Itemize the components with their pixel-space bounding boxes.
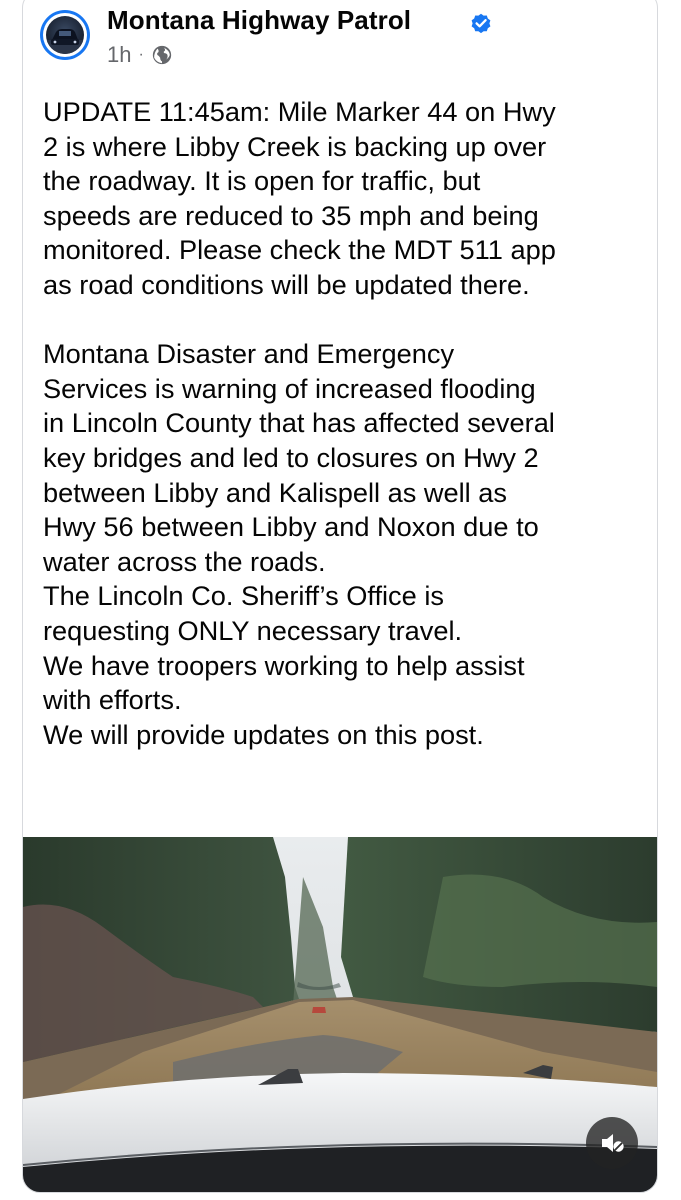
post-card <box>22 0 658 1193</box>
speaker-muted-icon <box>598 1129 626 1157</box>
post-line: Hwy 56 between Libby and Noxon due to <box>43 511 539 543</box>
post-body <box>43 95 655 752</box>
post-meta <box>107 41 173 69</box>
post-line: monitored. Please check the MDT 511 app <box>43 234 556 266</box>
avatar-ring <box>43 13 87 57</box>
post-line: between Libby and Kalispell as well as <box>43 476 507 508</box>
post-line: as road conditions will be updated there. <box>43 268 530 300</box>
post-line: requesting ONLY necessary travel. <box>43 614 463 646</box>
post-line: Montana Disaster and Emergency <box>43 338 455 370</box>
post-line: in Lincoln County that has affected several <box>43 407 555 439</box>
page-name[interactable]: Montana Highway Patrol <box>107 5 412 35</box>
post-line: key bridges and led to closures on Hwy 2 <box>43 441 539 473</box>
paragraph-gap <box>43 303 655 338</box>
post-line: speeds are reduced to 35 mph and being <box>43 199 539 231</box>
post-line: with efforts. <box>43 684 182 716</box>
post-line: We will provide updates on this post. <box>43 718 484 750</box>
patrol-car-avatar-icon <box>46 16 84 54</box>
post-line: UPDATE 11:45am: Mile Marker 44 on Hwy <box>43 96 556 127</box>
post-line: water across the roads. <box>43 545 326 577</box>
post-line: The Lincoln Co. Sheriff’s Office is <box>43 580 444 612</box>
post-line: Services is warning of increased flooding <box>43 372 536 404</box>
post-timestamp[interactable]: 1h <box>107 42 132 67</box>
flooded-road-video-frame <box>23 837 657 1193</box>
mute-button[interactable] <box>586 1117 638 1169</box>
verified-badge-icon <box>469 11 493 35</box>
page-avatar[interactable] <box>40 10 90 60</box>
globe-icon <box>151 44 173 66</box>
post-line: We have troopers working to help assist <box>43 649 525 681</box>
post-video[interactable] <box>23 837 657 1193</box>
meta-separator: · <box>138 46 144 63</box>
post-line: 2 is where Libby Creek is backing up over <box>43 130 547 162</box>
post-line: the roadway. It is open for traffic, but <box>43 165 481 197</box>
